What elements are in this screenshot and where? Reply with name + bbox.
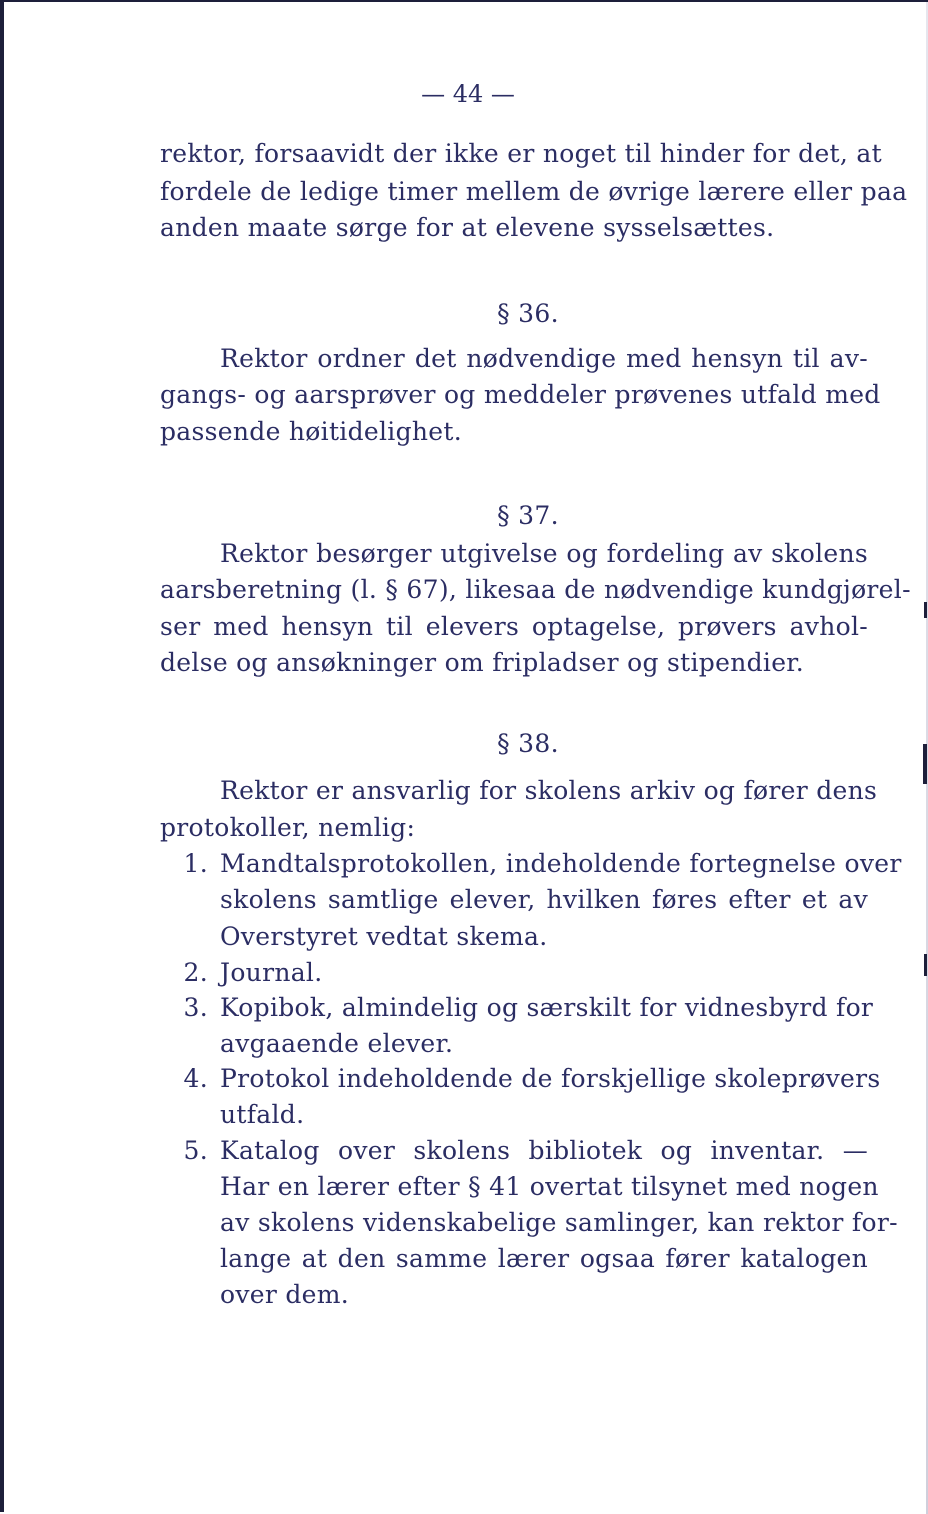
scan-mark bbox=[924, 954, 927, 976]
list-item-line: Har en lærer efter § 41 overtat tilsynet med nogen bbox=[220, 1172, 879, 1201]
text-line: fordele de ledige timer mellem de øvrige lærere eller paa bbox=[160, 177, 908, 206]
page-number: — 44 — bbox=[421, 80, 515, 108]
list-item-line: skolens samtlige elever, hvilken føres efter et av bbox=[220, 885, 868, 914]
list-item-number: 1. bbox=[183, 849, 208, 878]
list-item-line: over dem. bbox=[220, 1280, 350, 1309]
text-line: Rektor er ansvarlig for skolens arkiv og fører dens bbox=[220, 776, 878, 805]
text-line: anden maate sørge for at elevene sysselsættes. bbox=[160, 213, 775, 242]
list-item-number: 4. bbox=[183, 1064, 208, 1093]
scan-mark bbox=[924, 602, 927, 618]
list-item-line: Mandtalsprotokollen, indeholdende fortegnelse over bbox=[220, 849, 902, 878]
text-line: passende høitidelighet. bbox=[160, 417, 462, 446]
text-line: Rektor ordner det nødvendige med hensyn til av- bbox=[220, 344, 868, 373]
list-item-line: Journal. bbox=[220, 958, 323, 987]
text-line: gangs- og aarsprøver og meddeler prøvenes utfald med bbox=[160, 380, 881, 409]
text-line: ser med hensyn til elevers optagelse, prøvers avhol- bbox=[160, 612, 868, 641]
text-line: rektor, forsaavidt der ikke er noget til hinder for det, at bbox=[160, 139, 882, 168]
section-heading: § 38. bbox=[497, 729, 559, 758]
list-item-line: avgaaende elever. bbox=[220, 1029, 454, 1058]
scan-mark bbox=[923, 744, 927, 784]
section-heading: § 36. bbox=[497, 299, 559, 328]
list-item-number: 3. bbox=[183, 993, 208, 1022]
list-item-line: Katalog over skolens bibliotek og inventar. — bbox=[220, 1136, 868, 1165]
text-line: protokoller, nemlig: bbox=[160, 813, 416, 842]
list-item-line: utfald. bbox=[220, 1100, 305, 1129]
list-item-number: 2. bbox=[183, 958, 208, 987]
list-item-line: av skolens videnskabelige samlinger, kan rektor for- bbox=[220, 1208, 898, 1237]
list-item-line: lange at den samme lærer ogsaa fører katalogen bbox=[220, 1244, 868, 1273]
list-item-line: Protokol indeholdende de forskjellige skoleprøvers bbox=[220, 1064, 881, 1093]
list-item-line: Kopibok, almindelig og særskilt for vidnesbyrd for bbox=[220, 993, 874, 1022]
list-item-number: 5. bbox=[183, 1136, 208, 1165]
text-line: delse og ansøkninger om fripladser og stipendier. bbox=[160, 648, 805, 677]
text-line: aarsberetning (l. § 67), likesaa de nødvendige kundgjørel- bbox=[160, 575, 911, 604]
text-line: Rektor besørger utgivelse og fordeling av skolens bbox=[220, 539, 868, 568]
list-item-line: Overstyret vedtat skema. bbox=[220, 922, 548, 951]
section-heading: § 37. bbox=[497, 501, 559, 530]
